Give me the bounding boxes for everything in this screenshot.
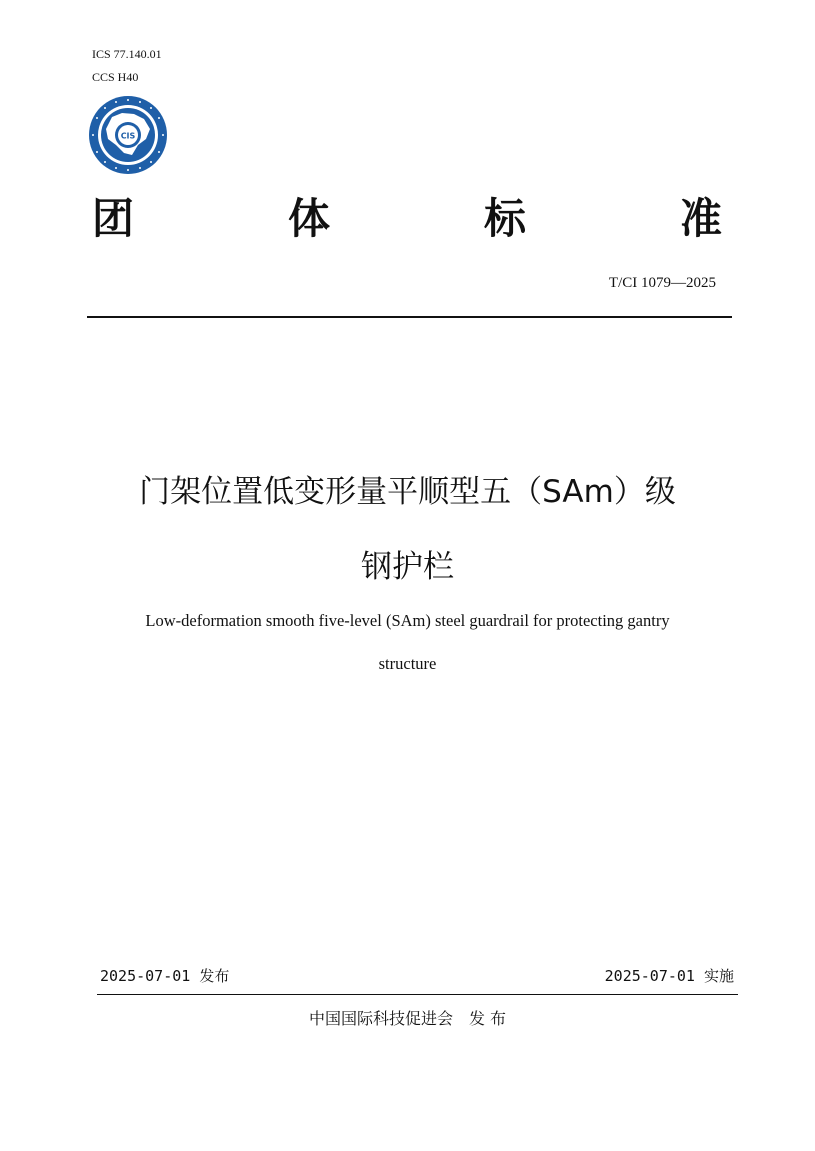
implementation-date: 2025-07-01 实施 — [604, 967, 734, 985]
ics-code: ICS 77.140.01 — [92, 47, 162, 61]
standard-type-char: 团 — [92, 194, 135, 243]
logo-seal-icon — [88, 95, 168, 175]
standard-type-heading — [92, 193, 722, 245]
issue-date: 2025-07-01 发布 — [100, 967, 230, 985]
svg-text:CIS: CIS — [120, 131, 136, 141]
standard-type-char: 体 — [287, 194, 330, 243]
organization-logo — [88, 95, 168, 175]
standard-number: T/CI 1079—2025 — [608, 275, 716, 291]
chinese-title-line-1: 门架位置低变形量平顺型五（SAm）级 — [139, 474, 676, 510]
english-title-line-2: structure — [378, 654, 437, 673]
english-title-line-1: Low-deformation smooth five-level (SAm) steel guardrail for protecting gantry — [145, 611, 670, 630]
publisher: 中国国际科技促进会 发 布 — [308, 1009, 507, 1028]
chinese-title-line-2: 钢护栏 — [361, 549, 454, 585]
top-divider — [87, 316, 732, 318]
standard-type-char: 准 — [679, 194, 722, 243]
bottom-divider — [97, 994, 738, 995]
standard-type-char: 标 — [483, 194, 526, 243]
ccs-code: CCS H40 — [92, 70, 139, 84]
